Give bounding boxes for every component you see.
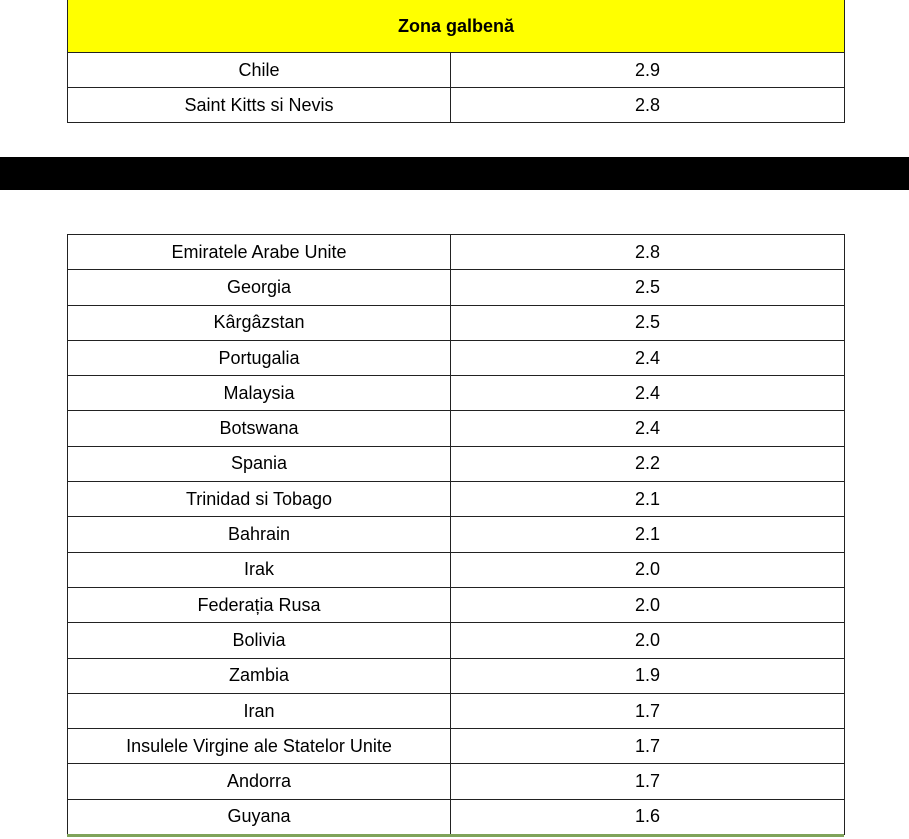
country-cell: Andorra [68, 764, 451, 799]
bottom-border-line [67, 834, 844, 837]
table-header-title: Zona galbenă [68, 0, 845, 53]
country-cell: Zambia [68, 658, 451, 693]
table-row [68, 53, 845, 88]
country-cell: Bahrain [68, 517, 451, 552]
table-row [68, 587, 845, 622]
value-cell: 2.2 [451, 446, 845, 481]
table-row [68, 411, 845, 446]
country-cell: Irak [68, 552, 451, 587]
value-cell: 2.5 [451, 270, 845, 305]
table-row [68, 88, 845, 123]
table-row [68, 376, 845, 411]
country-cell: Federația Rusa [68, 587, 451, 622]
value-cell: 2.0 [451, 552, 845, 587]
table-row [68, 764, 845, 799]
country-cell: Emiratele Arabe Unite [68, 235, 451, 270]
country-cell: Trinidad si Tobago [68, 482, 451, 517]
country-cell: Chile [68, 53, 451, 88]
table-row [68, 482, 845, 517]
value-cell: 2.8 [451, 88, 845, 123]
country-cell: Spania [68, 446, 451, 481]
value-cell: 2.0 [451, 587, 845, 622]
table-row [68, 305, 845, 340]
countries-table [67, 234, 845, 835]
country-cell: Portugalia [68, 340, 451, 375]
value-cell: 2.5 [451, 305, 845, 340]
table-row [68, 799, 845, 834]
country-cell: Georgia [68, 270, 451, 305]
table-row [68, 729, 845, 764]
countries-table-body [68, 235, 845, 835]
table-row [68, 270, 845, 305]
black-divider-bar [0, 157, 909, 190]
table-row [68, 517, 845, 552]
country-cell: Botswana [68, 411, 451, 446]
value-cell: 1.7 [451, 729, 845, 764]
yellow-zone-table [67, 0, 845, 123]
country-cell: Kârgâzstan [68, 305, 451, 340]
table-row [68, 235, 845, 270]
table-row [68, 623, 845, 658]
country-cell: Guyana [68, 799, 451, 834]
value-cell: 2.9 [451, 53, 845, 88]
country-cell: Iran [68, 693, 451, 728]
value-cell: 2.4 [451, 411, 845, 446]
country-cell: Insulele Virgine ale Statelor Unite [68, 729, 451, 764]
country-cell: Saint Kitts si Nevis [68, 88, 451, 123]
value-cell: 2.4 [451, 376, 845, 411]
table-row [68, 693, 845, 728]
value-cell: 2.4 [451, 340, 845, 375]
value-cell: 1.7 [451, 693, 845, 728]
value-cell: 2.1 [451, 482, 845, 517]
value-cell: 1.9 [451, 658, 845, 693]
table-row [68, 552, 845, 587]
table-row [68, 658, 845, 693]
value-cell: 1.7 [451, 764, 845, 799]
value-cell: 2.1 [451, 517, 845, 552]
country-cell: Bolivia [68, 623, 451, 658]
value-cell: 2.0 [451, 623, 845, 658]
table-row [68, 446, 845, 481]
country-cell: Malaysia [68, 376, 451, 411]
value-cell: 1.6 [451, 799, 845, 834]
value-cell: 2.8 [451, 235, 845, 270]
table-row [68, 340, 845, 375]
